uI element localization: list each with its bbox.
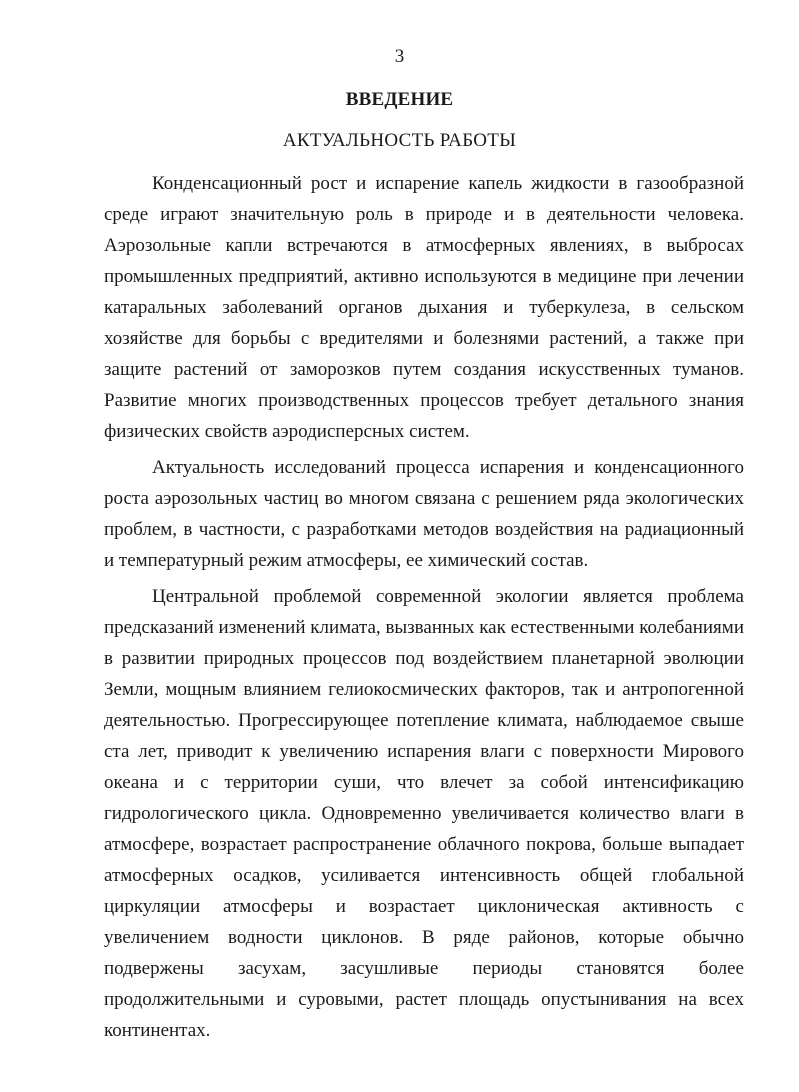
paragraph-1: Конденсационный рост и испарение капель жидкости в газообразной среде играют значительную роль в природе и в деятельности человека. Аэрозольные капли встречаются в атмосферных явлениях, в выбросах промышленных предприятий, активно используются в медицине при лечении катаральных заболеваний органов дыхания и туберкулеза, в сельском хозяйстве для борьбы с вредителями и болезнями растений, а также при защите растений от заморозков путем создания искусственных туманов. Развитие многих производственных процессов требует детального знания физических свойств аэродисперсных систем. xyxy=(104,173,744,442)
subsection-heading: АКТУАЛЬНОСТЬ РАБОТЫ xyxy=(282,130,517,151)
page-number: 3 xyxy=(394,46,405,67)
paragraph-2: Актуальность исследований процесса испарения и конденсационного роста аэрозольных частиц во многом связана с решением ряда экологических проблем, в частности, с разработками методов воздействия на радиационный и температурный режим атмосферы, ее химический состав. xyxy=(104,457,744,571)
paragraph-3: Центральной проблемой современной экологии является проблема предсказаний изменений климата, вызванных как естественными колебаниями в развитии природных процессов под воздействием планетарной эволюции Земли, мощным влиянием гелиокосмических факторов, так и антропогенной деятельностью. Прогрессирующее потепление климата, наблюдаемое свыше ста лет, приводит к увеличению испарения влаги с поверхности Мирового океана и с территории суши, что влечет за собой интенсификацию гидрологического цикла. Одновременно увеличивается количество влаги в атмосфере, возрастает распространение облачного покрова, больше выпадает атмосферных осадков, усиливается интенсивность общей глобальной циркуляции атмосферы и возрастает циклоническая активность с увеличением водности циклонов. В ряде районов, которые обычно подвержены засухам, засушливые периоды становятся более продолжительными и суровыми, растет площадь опустынивания на всех континентах. xyxy=(104,586,744,1041)
body-text xyxy=(104,168,744,1046)
section-heading: ВВЕДЕНИЕ xyxy=(345,89,454,110)
